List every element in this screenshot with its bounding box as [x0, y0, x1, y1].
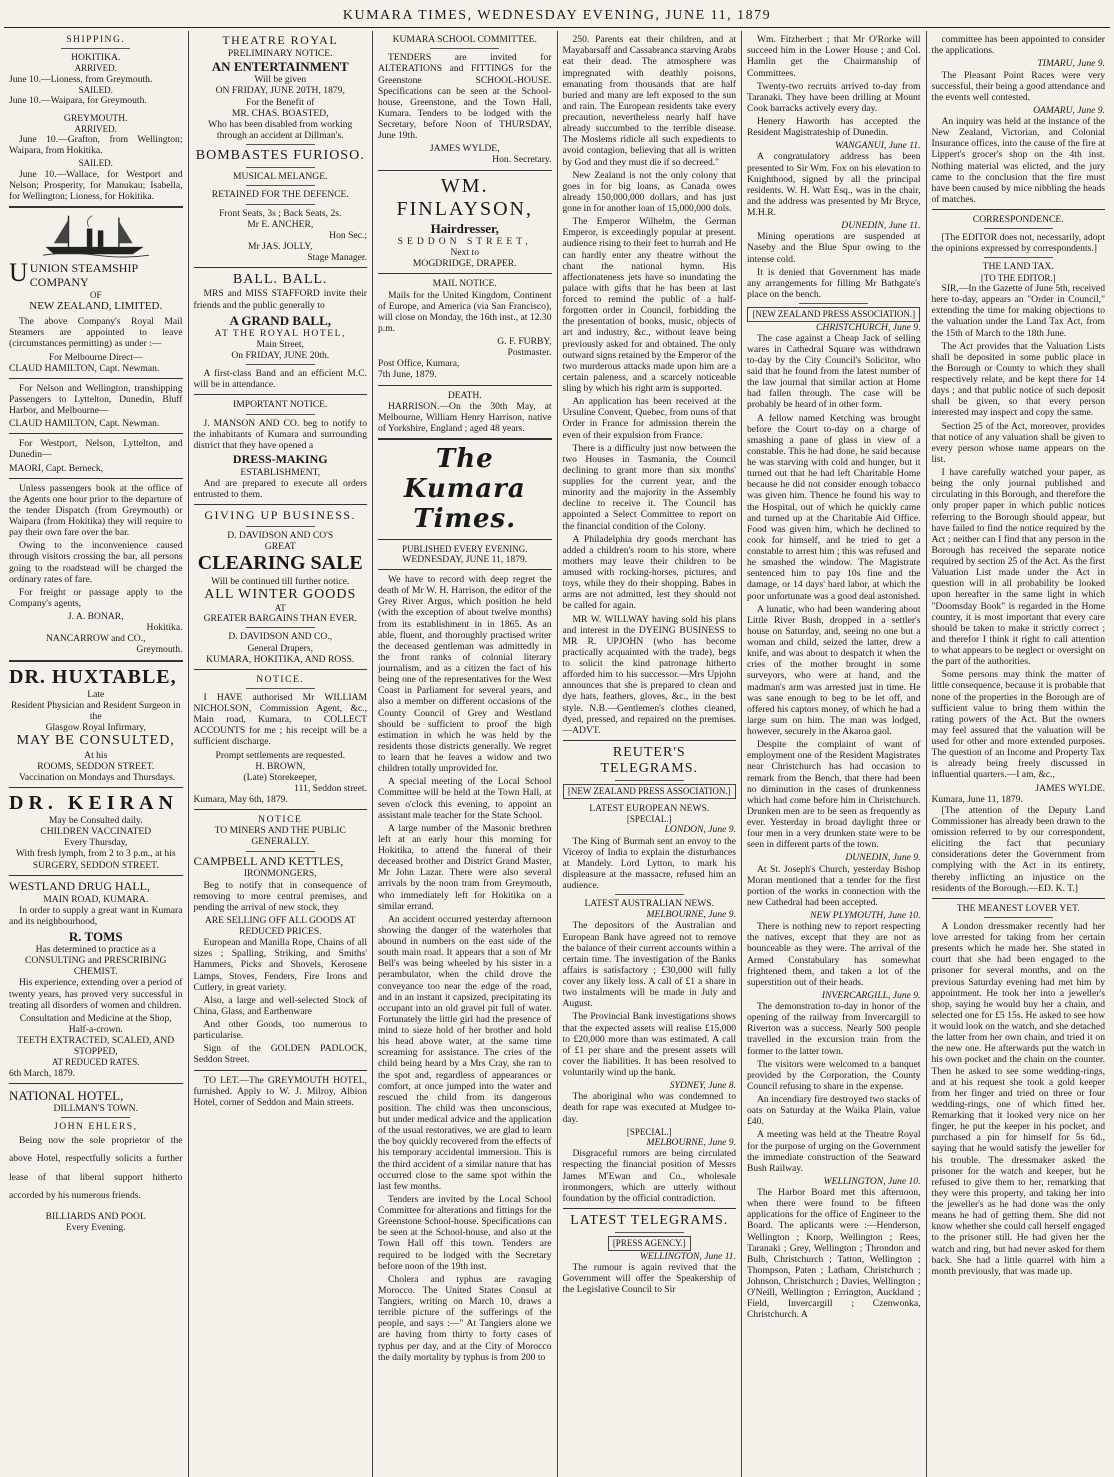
- sailed-label: SAILED.: [78, 85, 113, 96]
- kt-date: WEDNESDAY, JUNE 11, 1879.: [402, 553, 528, 565]
- london-p: The King of Burmah sent an envoy to the Viceroy of India to explain the disturbances at Mandely. Lord Lytton, to mark his displeasure at the massacre, refused him an audience.: [562, 835, 736, 892]
- ck-selling: ARE SELLING OFF ALL GOODS AT REDUCED PRICES.: [204, 914, 356, 938]
- wdh-p2: Has determined to practice as a: [35, 944, 156, 956]
- melbourne-p1: The depositors of the Australian and European Bank have agreed not to remove the balance of their current accounts within a certain time. The investigation of the Banks affairs is satisfactory ; £30,000 will fully cover any likely loss. A call of £1 a share in two instalments will be made in July and August.: [562, 920, 736, 1010]
- gub-p1: D. DAVIDSON AND CO'S: [227, 530, 334, 542]
- gub-drapers: General Drapers,: [247, 642, 314, 654]
- usc-hokitika: Hokitika.: [146, 622, 183, 634]
- oamaru-dateline: OAMARU, June 9.: [1033, 104, 1105, 116]
- kt-pub: PUBLISHED EVERY EVENING.: [402, 543, 528, 554]
- ball-title: BALL. BALL.: [232, 272, 328, 288]
- christchurch-p1: The case against a Cheap Jack of selling wares in Cathedral Square was withdrawn to-day by the City Council's Solicitor, who said that he found from the latest number of the law journal that similar action at Home had fallen through. The case will be probably be heard of in other form.: [747, 332, 921, 411]
- wellington-dateline: WELLINGTON, June 11.: [639, 1250, 736, 1262]
- arrived-label-2: ARRIVED.: [74, 123, 117, 134]
- notice-date: Kumara, May 6th, 1879.: [193, 794, 288, 806]
- ck-p3: Also, a large and well-selected Stock of China, Glass, and Earthenware: [193, 994, 367, 1017]
- gub-all: ALL WINTER GOODS: [204, 586, 357, 602]
- wdh-p1: In order to supply a great want in Kumara and its neighbourhood,: [9, 904, 183, 927]
- miners-title: NOTICE: [258, 814, 303, 826]
- national-hotel-title: NATIONAL HOTEL,: [9, 1087, 124, 1103]
- sydney-p: The aboriginal who was condemned to death for rape was executed at Mudgee to-day.: [562, 1091, 736, 1125]
- land-tax-p4: I have carefully watched your paper, as being the only journal published and circulating in this Borough, and therefore the only proper paper in which public notices referring to the Borough should appear, but have failed to find the notice required by the Act ; neither can I find that any person in the Borough has received the separate notice required by section 25 of the Act. As the first Valuation List made under the Act in question will in all probability be looked upon hereafter in the same light in which "Doomsday Book" is regarded in the Home country, it is most important that every care should be taken to make it strictly correct ; and therefor I think it right to call attention to what appears to be neglect or oversight on the part of the authorities.: [931, 467, 1105, 668]
- oamaru-p: An inquiry was held at the instance of the New Zealand, Victorian, and Colonial Insurance offices, into the cause of the fire at Lippert's grocer's shop on the 4th inst. Nothing material was elicted, and the jury came to the conclusion that the fire must have been caused by mice nibbling the heads of matches.: [931, 116, 1105, 205]
- usc-nelson: For Nelson and Wellington, transhipping Passengers to Lyttelton, Dunedin, Bluff Harbor, and Melbourne—: [9, 382, 183, 417]
- wanganui-p: A congratulatory address has been presented to Sir Wm. Fox on his elevation to Knighthood, signed by all the principal residents. W. H. Watt Esq., was in the chair, and the address was presented by Mr Bryce, M.H.R.: [747, 151, 921, 219]
- keiran-title: DR. KEIRAN: [9, 791, 178, 814]
- ck-p1: Beg to notify that in consequence of removing to more central premises, and pending the arrival of new stock, they: [193, 879, 367, 913]
- dunedin-dateline: DUNEDIN, June 11.: [841, 220, 921, 232]
- huxtable-vacc: Vaccination on Mondays and Thursdays.: [19, 771, 176, 783]
- col6-p1: committee has been appointed to consider the applications.: [931, 34, 1105, 57]
- reuters-title: REUTER'S TELEGRAMS.: [600, 744, 698, 777]
- wellington-dateline-2: WELLINGTON, June 10.: [823, 1175, 921, 1187]
- european-news-title: LATEST EUROPEAN NEWS.: [589, 802, 710, 814]
- dunedin-p1: Mining operations are suspended at Naseby and the Blue Spur owing to the intense cold.: [747, 231, 921, 265]
- gub-cont: Will be continued till further notice.: [211, 575, 350, 587]
- new-plymouth-p: There is nothing new to report respecting the natives, except that they are not as bounceable as they were. The arrival of the Armed Constabulary has somewhat frightened them, and taken a lot of the superstition out of their heads.: [747, 921, 921, 988]
- usc-melbourne: For Melbourne Direct—: [48, 351, 143, 363]
- invercargill-p3: An incendiary fire destroyed two stacks of oats on Saturday at the Waika Plain, value £40.: [747, 1094, 921, 1128]
- masthead: KUMARA TIMES, WEDNESDAY EVENING, JUNE 11, 1879: [4, 6, 1110, 28]
- greymouth-sailed: June 10.—Wallace, for Westport and Nelson; Prosperity, for Manukau; Isabella, for Wellington; Lioness, for Hokitika.: [9, 168, 183, 203]
- ck-p4: And other Goods, too numerous to particularise.: [193, 1019, 367, 1042]
- tr-stage: Stage Manager.: [307, 252, 367, 264]
- nh-p2: BILLIARDS AND POOL: [45, 1211, 146, 1223]
- invercargill-dateline: INVERCARGILL, June 9.: [821, 989, 921, 1001]
- tr-benefit: For the Benefit of: [246, 96, 315, 108]
- wf-next: Next to: [450, 247, 479, 259]
- huxtable-late: Late: [87, 688, 105, 700]
- usc-para-3: Owing to the inconvenience caused through visitors crossing the bar, all persons going to the roadstead will be charged the ordinary rates of fare.: [9, 540, 183, 585]
- dunedin2-p: At St. Joseph's Church, yesterday Bishop Moran mentioned that a tender for the first portion of the works in connection with the new Cathedral had been accepted.: [747, 863, 921, 908]
- dunedin-p2: It is denied that Government has made any arrangements for filling Mr Bathgate's place on the bench.: [747, 266, 921, 300]
- important-notice-title: IMPORTANT NOTICE.: [233, 399, 328, 411]
- land-tax-p3: Section 25 of the Act, moreover, provides that notice of any valuation shall be given to every person whose name appears on the list.: [931, 420, 1105, 465]
- column-3: [373, 31, 558, 1477]
- col5-p2: Twenty-two recruits arrived to-day from Taranaki. They have been drilling at Mount Cook barracks actively every day.: [747, 80, 921, 114]
- col5-p1: Wm. Fitzherbert ; that Mr O'Rorke will succeed him in the Lower House ; and Col. Hamlin get the Chairmanship of Committees.: [747, 34, 921, 79]
- christchurch-p3: A lunatic, who had been wandering about Little River Bush, dropped in a settler's house on Saturday, and, seeing no one but a woman and child, seized the latter, drew a knife, and was about to despatch it when the cries of the mother brought in some surveyors, who were at hand, and the madman's arm was arrested just in time. He was sane enough to beg to be let off, and offered his captors money, of which he had a large sum on him. The man was lodged, however, securely in the Akaroa gaol.: [747, 603, 921, 738]
- finlayson-title: WM. FINLAYSON,: [396, 174, 533, 220]
- usc-para-2: Unless passengers book at the office of the Agents one hour prior to the departure of the tender Dispatch (from Greymouth) or Waipara (from Hokitika) they will require to pay their own fare over the bar.: [9, 482, 183, 539]
- usc-claud-2: CLAUD HAMILTON, Capt. Newman.: [9, 418, 160, 430]
- land-tax-ed: [The attention of the Deputy Land Commissioner has already been drawn to the omission referred to by our correspondent, eliciting the fact that pecuniary considerations deter the Government from complying with the Act in its entirety, thereby inflicting an injustice on the residents of the Borough.—ED. K. T.]: [931, 804, 1105, 894]
- gub-towns: KUMARA, HOKITIKA, AND ROSS.: [206, 653, 355, 665]
- kumara-times-title: The Kumara Times.: [403, 444, 526, 535]
- school-committee-title: KUMARA SCHOOL COMMITTEE.: [392, 34, 537, 46]
- wdh-road: MAIN ROAD, KUMARA.: [43, 893, 149, 905]
- correspondence-title: CORRESPONDENCE.: [972, 214, 1064, 226]
- new-plymouth-dateline: NEW PLYMOUTH, June 10.: [810, 910, 921, 922]
- timaru-dateline: TIMARU, June 9.: [1037, 58, 1105, 70]
- usc-para-1: The above Company's Royal Mail Steamers are appointed to leave (circumstances permitting) as under :—: [9, 316, 183, 350]
- land-tax-to: [TO THE EDITOR.]: [980, 272, 1056, 283]
- col4-p5: There is a difficulty just now between the two Houses in Tasmania, the Council declining to grant more than six months' supplies for the current year, and the minority and the majority in the Assembly decline to receive it. The Council has appointed a Select Committee to report on the financial condition of the Colony.: [562, 442, 736, 532]
- land-tax-title: THE LAND TAX.: [982, 261, 1054, 273]
- wdh-date: 6th March, 1879.: [9, 1067, 76, 1079]
- death-p1: HARRISON.—On the 30th May, at Melbourne, William Henry Harrison, native of Yorkshire, England ; aged 48 years.: [378, 400, 552, 434]
- ball-grand: A GRAND BALL,: [229, 312, 331, 328]
- westland-drug-hall-title: WESTLAND DRUG HALL,: [9, 878, 150, 893]
- wdh-p7: AT REDUCED RATES.: [51, 1057, 140, 1068]
- mail-furby: G. F. FURBY,: [497, 336, 552, 348]
- melbourne-dateline-2: MELBOURNE, June 9.: [646, 1137, 736, 1149]
- latest-telegrams-title: LATEST TELEGRAMS.: [570, 1212, 729, 1228]
- land-tax-p1: SIR,—In the Gazette of June 5th, received here to-day, appears an "Order in Council," extending the time for making objections to the valuation under the Land Tax Act, from the 15th of March to the 18th June.: [931, 283, 1105, 339]
- corr-note: [The EDITOR does not, necessarily, adopt the opinions expressed by correspondents.]: [931, 232, 1105, 255]
- nh-p3: Every Evening.: [65, 1222, 126, 1234]
- imp-est: ESTABLISHMENT,: [240, 466, 321, 478]
- special-1: [SPECIAL.]: [626, 814, 672, 825]
- ksc-wylde: JAMES WYLDE,: [429, 143, 500, 155]
- christchurch-dateline: CHRISTCHURCH, June 9.: [816, 321, 921, 333]
- meanest-lover-title: THE MEANEST LOVER YET.: [956, 902, 1080, 914]
- keiran-p1: May be Consulted daily.: [48, 815, 143, 827]
- gub-clearing: CLEARING SALE: [197, 552, 363, 575]
- columns: [4, 31, 1110, 1477]
- gub-at: AT: [274, 602, 286, 613]
- land-tax-sign: JAMES WYLDE.: [1035, 782, 1105, 794]
- keiran-p2: CHILDREN VACCINATED: [40, 826, 152, 838]
- wanganui-dateline: WANGANUI, June 11.: [835, 140, 921, 152]
- col4-p6: A Philadelphia dry goods merchant has added a children's room to his store, where mothers may leave their children to be amused with rocking-horses, pictures, and toys, while they do their shopping. Babes in arms are not admitted, lest they should not be called for again.: [562, 533, 736, 612]
- imp-p2: And are prepared to execute all orders entrusted to them.: [193, 477, 367, 501]
- press-agency-label: [PRESS AGENCY.]: [608, 1236, 691, 1250]
- imp-dress: DRESS-MAKING: [232, 451, 328, 466]
- nzpa-label: [NEW ZEALAND PRESS ASSOCIATION.]: [563, 784, 736, 798]
- christchurch-p4: Despite the complaint of want of employment one of the Resident Magistrates near Christchurch has had occasion to remark from the Bench, that there had been no diminution in the cases of drunkenness which had come before him in Christchurch. Drunken men are to be seen as frequently as ever. Yesterday in broad daylight three or four men in a very drunken state were to be seen in different parts of the town.: [747, 739, 921, 851]
- ball-main: Main Street,: [256, 338, 304, 350]
- invercargill-p2: The visitors were welcomed to a banquet provided by the Corporation, the County Council refusing to share in the expense.: [747, 1058, 921, 1092]
- mail-post: Postmaster.: [507, 347, 552, 359]
- mail-p1: Mails for the United Kingdom, Continent of Europe, and America (via San Francisco), will close on Monday, the 16th inst., at 12.30 p.m.: [378, 289, 552, 334]
- notice-p2: Prompt settlements are requested.: [215, 749, 345, 761]
- usc-maori: MAORI, Capt. Berneck,: [9, 462, 104, 474]
- editorial-p4: An accident occurred yesterday afternoon showing the danger of the waterholes that abound in numbers on the east side of the south main road. It appears that a son of Mr Bell's was being wheeled by his sister in a perambulator, when the child drove the conveyance too near the edge of the road, and in an instant it capsized, precipitating its occupant into an old gravel pit full of water. Fortunately the little girl had the presence of mind to sieze hold of her brother and hold his head above water, at the same time screaming for assistance. The cries of the child being heard by a Mrs Cray, she ran to the spot and, regardless of appearances or comfort, at once jumped into the water and rescued the child from its dangerous position. The child was then unconscious, but under medical advice and the application of the usual restoratives, we are glad to learn the boy quickly recovered from the effects of his temporary accidental immersion. This is the third accident of a similar nature that has occurred close to the same spot within the last few months.: [378, 913, 552, 1192]
- tr-notice: PRELIMINARY NOTICE.: [227, 48, 333, 60]
- nzpa-label-2: [NEW ZEALAND PRESS ASSOCIATION.]: [747, 307, 920, 321]
- sydney-dateline: SYDNEY, June 8.: [669, 1080, 736, 1092]
- death-title: DEATH.: [447, 389, 482, 401]
- wf-hair: Hairdresser,: [430, 220, 499, 236]
- editorial-p5: Tenders are invited by the Local School Committee for alterations and fittings for the Greenstone School-house. Specifications can be seen at the School-house, and also at the Town Hall off this town. Tenders are required to be lodged with the Secretary before noon of the 19th inst.: [378, 1193, 552, 1272]
- tr-bombastes: BOMBASTES FURIOSO.: [195, 148, 365, 164]
- editorial-p1: We have to record with deep regret the death of Mr W. H. Harrison, the editor of the Grey River Argus, which position he held (with the exception of about twelve months) from its establishment in in 1865. As an able, fluent, and thoroughly practised writer the deceased gentleman was admittedly in the front ranks of colonial literary journalism, and as a citizen the fact of his being one of the representatives for the West Coast in Parliament for several years, and also a member on different occasions of the County Council of Grey and Westland should be sufficient to proof the high estimation in which he was held by the residents those districts generally. We regret to learn that he leaves a widow and two children totally unprovided for.: [378, 574, 552, 775]
- ball-p1: MRS and MISS STAFFORD invite their friends and the public generally to: [193, 288, 367, 311]
- nh-p1: Being now the sole proprietor of the above Hotel, respectfully solicits a further lease of that liberal support hitherto accorded by his numerous friends.: [9, 1135, 183, 1201]
- tr-retained: RETAINED FOR THE DEFENCE.: [211, 189, 349, 201]
- usc-of: OF: [89, 290, 102, 301]
- usc-bonar: J. A. BONAR,: [67, 611, 124, 623]
- tr-mr: MR. CHAS. BOASTED,: [231, 107, 329, 119]
- dunedin-dateline-2: DUNEDIN, June 9.: [845, 852, 921, 864]
- imp-p1: J. MANSON AND CO. beg to notify to the inhabitants of Kumara and surrounding district that they have opened a: [193, 417, 367, 451]
- nh-town: DILLMAN'S TOWN.: [53, 1102, 139, 1114]
- to-let: TO LET.—The GREYMOUTH HOTEL, furnished. Apply to W. J. Milroy, Albion Hotel, corner of Seddon and Main streets.: [193, 1074, 367, 1108]
- greymouth-heading: GREYMOUTH.: [63, 112, 128, 124]
- special-2: [SPECIAL.]: [626, 1126, 672, 1137]
- wdh-p5: Consultation and Medicine at the Shop, Half-a-crown.: [19, 1012, 172, 1035]
- melbourne-dateline-1: MELBOURNE, June 9.: [646, 909, 736, 921]
- campbell-kettles-title: CAMPBELL AND KETTLES,: [193, 853, 344, 868]
- ck-sign: Sign of the GOLDEN PADLOCK, Seddon Street.: [193, 1043, 367, 1066]
- wdh-toms: R. TOMS: [68, 929, 123, 944]
- tr-hon: Hon Sec.;: [329, 229, 367, 241]
- notice-store: (Late) Storekeeper,: [243, 771, 318, 783]
- hokitika-heading: HOKITIKA.: [71, 52, 121, 64]
- notice-p1: I HAVE authorised Mr WILLIAM NICHOLSON, Commission Agent, &c., Main road, Kumara, to COLLECT ACCOUNTS for me ; his receipt will be a sufficient discharge.: [193, 691, 367, 748]
- col4-p3: The Emperor Wilhelm, the German Emperor, is exceedingly popular at present. audience rising to their feet to hurrah and He can hardly enter any theatre without the chant the national hymn. His affectionateness jets have so inundating the palace with gifts that he has been at last forced to remind the public of a half-forgotten order in Council, forbidding the the presentation of books, music, objects of art and industry, &c., without leave being previously asked for and obtained. The only outward signs retained by the Emperor of the two murderous attacks made upon him are a certain paleness, and a scarcely noticeable sling by which his right arm is supported.: [562, 216, 736, 395]
- usc-para-4: For freight or passage apply to the Company's agents,: [9, 586, 183, 609]
- col4-p1: 250. Parents eat their children, and at Mayabarsaff and Cassabranca starving Arabs eat their dead. The atmosphere was impregnated with deathly poisons, emanating from thousands that are half buried and many are left exposed to the sun and rain. The European residents take every precaution, nevertheless nearly half have already succumbed to the terrible disease. The Moslems ridicle all such expedients to avoid contagion, believing that all is written by God and they must die if so decreed.": [562, 34, 736, 168]
- miners-sub: TO MINERS AND THE PUBLIC GENERALLY.: [214, 825, 346, 848]
- land-tax-p5: Some persons may think the matter of little consequence, because it is probable that none of the properties in the Borough are of sufficient value to bring them within the rating powers of the Act. But the owners may feel assured that the valuation will be used for other and more extended purposes. The question of an Income and Property Tax is already being freely discussed in influential quarters.—I am, &c.,: [931, 669, 1105, 781]
- editorial-p2: A special meeting of the Local School Committee will be held at the Town Hall, at seven o'clock this evening, to appoint an assistant male teacher for the State School.: [378, 776, 552, 821]
- giving-up-title: GIVING UP BUSINESS.: [204, 508, 357, 523]
- tr-ancher: Mr E. ANCHER,: [247, 218, 314, 230]
- nh-name: JOHN EHLERS,: [53, 1121, 138, 1133]
- keiran-p5: SURGERY, SEDDON STREET.: [32, 859, 159, 871]
- invercargill-p4: A meeting was held at the Theatre Royal for the purpose of urging on the Government the immediate construction of the Seaward Bush Railway.: [747, 1129, 921, 1174]
- gub-greater: GREATER BARGAINS THAN EVER.: [203, 613, 357, 625]
- keiran-p4: With fresh lymph, from 2 to 3 p.m., at his: [15, 848, 176, 860]
- hokitika-sailed: June 10.—Waipara, for Greymouth.: [9, 95, 147, 107]
- notice-addr: 111, Seddon street.: [294, 782, 367, 794]
- usc-nancarrow: NANCARROW and CO.,: [46, 633, 146, 645]
- column-1: [4, 31, 189, 1477]
- usc-nz: NEW ZEALAND, LIMITED.: [29, 300, 163, 313]
- theatre-royal-title: THEATRE ROYAL: [222, 33, 339, 48]
- col5-p3: Henery Haworth has accepted the Resident Magistrateship of Dunedin.: [747, 116, 921, 139]
- huxtable-p1: Resident Physician and Resident Surgeon in the: [10, 699, 181, 723]
- gub-great: GREAT: [264, 541, 296, 553]
- huxtable-rooms: ROOMS, SEDDON STREET.: [37, 760, 155, 772]
- tr-musical: MUSICAL MELANGE.: [232, 171, 328, 183]
- tr-jolly: Mr JAS. JOLLY,: [248, 240, 313, 252]
- tr-entertainment: AN ENTERTAINMENT: [211, 59, 349, 75]
- notice-brown: H. BROWN,: [255, 760, 306, 772]
- land-tax-date: Kumara, June 11, 1879.: [931, 793, 1023, 805]
- land-tax-p2: The Act provides that the Valuation Lists shall be deposited in some public place in the Borough or County to which they shall respectively relate, and be kept there for 14 days ; and that public notice of such deposit shall be given, so that every person interested may inspect and copy the same.: [931, 340, 1105, 419]
- col4-p4: An application has been received at the Ursuline Convent, Quebec, from nuns of that Order in France for admission therein the even of their expulsion from France.: [562, 396, 736, 441]
- ksc-sec: Hon. Secretary.: [492, 154, 552, 166]
- huxtable-title: DR. HUXTABLE,: [9, 665, 177, 688]
- keiran-p3: Every Thursday,: [64, 837, 128, 849]
- wdh-p4: His experience, extending over a period of twenty years, has proved very successful in treating all disorders of women and children.: [9, 977, 183, 1011]
- wellington2-p: The Harbor Board met this afternoon, when there were found to be fifteen applications for the office of Engineer to the Board. The aplicants were :—Henderson, Wellington ; Knorp, Wellington ; Rees, Taranaki ; Grey, Wellington ; Throndon and Bulb, Christchurch ; Tatton, Wellington ; Thompson, Paten ; Latham, Christchurch ; Johnson, Christchurch ; Davies, Wellington ; O'Neill, Wellington ; Errington, Auckland ; Field, Invercargill ; Czenwonka, Christchurch. A: [747, 1187, 921, 1321]
- union-steamship-title: UUNION STEAMSHIP COMPANY: [9, 258, 138, 290]
- shipping-title: SHIPPING.: [66, 34, 126, 46]
- editorial-p3: A large number of the Masonic brethren left at an early hour this morning for Hokitika, to attend the funeral of their deceased brother and District Grand Master, Mr John Lazar. There were also several arrivals by the noon tram from Greymouth, who immediately left for Hokitika on a similar errand.: [378, 822, 552, 912]
- hokitika-arrived: June 10.—Lioness, from Greymouth.: [9, 73, 153, 85]
- steamship-illustration: [41, 212, 151, 258]
- ck-p2: European and Manilla Rope, Chains of all sizes ; Spalling, Striking, and Smiths' Hammers, Picks and Shovels, Kerosene Lamps, Stoves, Fenders, Fire Irons and Cutlery, in great variety.: [193, 937, 367, 993]
- tr-seats: Front Seats, 3s ; Back Seats, 2s.: [219, 207, 342, 219]
- usc-greymouth: Greymouth.: [136, 644, 183, 656]
- col4-p7: MR W. WILLWAY having sold his plans and interest in the DYEING BUSINESS to MR R. UPJOHN (who has become practically acquainted with the trade), begs to solicit the kind patronage hitherto afforded him to his successor.—Mrs Upjohn announces that she is prepared to clean and dye hats, feathers, gloves, &c., in the best style. N.B.—Gentlemen's clothes cleaned, dyed, pressed, and repaired on the premises.—ADVT.: [562, 613, 736, 736]
- wf-street: SEDDON STREET,: [397, 236, 532, 248]
- wdh-p6: TEETH EXTRACTED, SCALED, AND STOPPED,: [17, 1035, 175, 1058]
- huxtable-p2: Glasgow Royal Infirmary,: [45, 722, 146, 734]
- notice-title: NOTICE.: [256, 673, 305, 685]
- huxtable-at: At his: [84, 749, 108, 761]
- meanest-lover-p: A London dressmaker recently had her love arrested for taking from her certain presents which he made her. She stated in court that she had been engaged to the prisoner for several months, and on the previous Saturday evening had met him by appointment. He took her into a jeweller's shop, saying he would buy her a chain, and selected one for £5 15s. He asked to see how it would look on the watch, and she detached the latter from her own chain, and tried it on the new one. He afterwards put the watch in his own pocket and the chain on the counter. Then he asked to see some wedding-rings, and at his request she took a gold keeper from her finger and tried on three or four wedding-rings, one of which fitted her. Remarking that it looked very nice on her finger, he put the keeper in his pocket, and purchased a pin for himself for 5s 6d., saying that he would satisfy the jeweller for his trouble. The dressmaker asked the prisoner for the watch and keeper, but he refused to give them to her, remarking that they were this property, and taking her into the jeweller's as he had done was the only means he had of getting them. She did not know whether she could call herself engaged to the prisoner still. He had given her the watch and ring, but had never asked for them back. She had a little quarrel with him a month previously, that was made up.: [931, 920, 1105, 1277]
- gub-davidson: D. DAVIDSON AND CO.,: [228, 631, 333, 643]
- wdh-p3: CONSULTING and PRESCRIBING CHEMIST.: [25, 955, 167, 978]
- australian-news-title: LATEST AUSTRALIAN NEWS.: [584, 898, 715, 910]
- ball-date: On FRIDAY, JUNE 20th.: [231, 350, 330, 362]
- column-4: [558, 31, 743, 1477]
- christchurch-p2: A fellow named Ketching was brought before the Court to-day on a charge of smashing a pane of glass in view of a constable. This he had done, he said because he was starving with cold and hunger, but it turned out that he had left Charitable Home because he did not consider enough tobacco was given him. Thence he found his way to the Hospital, out of which he quickly came and turned up at the Charitable Aid Office. Food was given him, which he declined to cook for himself, and he tried to get a constable to arrest him ; this was refused and he smashed the window. The Magistrate sentenced him to pay 10s fine and the damage, or 14 days' hard labor, at which the poor unfortunate was a good deal astonished.: [747, 412, 921, 602]
- wf-mog: MOGDRIDGE, DRAPER.: [412, 258, 517, 270]
- tr-date: ON FRIDAY, JUNE 20TH, 1879,: [215, 85, 345, 97]
- tr-who: Who has been disabled from working through an accident at Dillman's.: [208, 118, 353, 141]
- col4-p2: New Zealand is not the only colony that goes in for big loans, as Canada owes already 150,000,000 dollars, and has just gone in for another loan of 15,000,000 dols.: [562, 169, 736, 215]
- invercargill-p1: The demonstration to-day in honor of the opening of the railway from Invercargill to Riverton was a success. Nearly 500 people travelled in the excursion train from the former to the latter town.: [747, 1001, 921, 1057]
- column-6: [927, 31, 1111, 1477]
- editorial-p6: Cholera and typhus are ravaging Morocco. The United States Consul at Tangiers, writing on March 10, draws a terrible picture of the sufferings of the people, and says :—" At Tangiers alone we are having from thirty to forty cases of typhus per day, and at the City of Morocco the daily mortality by typhus is from 200 to: [378, 1273, 552, 1363]
- column-5: [742, 31, 927, 1477]
- mail-date: 7th June, 1879.: [378, 369, 437, 381]
- timaru-p: The Pleasant Point Races were very successful, their being a good attendance and the events well contested.: [931, 69, 1105, 103]
- ck-iron: IRONMONGERS,: [243, 868, 317, 880]
- mail-office: Post Office, Kumara,: [378, 358, 460, 370]
- usc-claud-1: CLAUD HAMILTON, Capt. Newman.: [9, 362, 160, 374]
- mail-notice-title: MAIL NOTICE.: [432, 278, 497, 290]
- huxtable-may: MAY BE CONSULTED,: [16, 733, 175, 749]
- ball-p2: A first-class Band and an efficient M.C. will be in attendance.: [193, 368, 367, 391]
- ball-at: AT THE ROYAL HOTEL,: [214, 327, 346, 339]
- london-dateline: LONDON, June 9.: [664, 824, 736, 836]
- wellington-p: The rumour is again revived that the Government will offer the Speakership of the Legislative Council to Sir: [562, 1261, 736, 1295]
- arrived-label: ARRIVED.: [74, 63, 117, 74]
- melbourne-p2: The Provincial Bank investigations shows that the expected assets will realise £15,000 to £20,000 more than was estimated. A call of £1 per share and the present assets will cover the liabilities. It has been resolved to voluntarily wind up the bank.: [562, 1011, 736, 1079]
- column-2: [189, 31, 374, 1477]
- ksc-p1: TENDERS are invited for ALTERATIONS and FITTINGS for the Greenstone SCHOOL-HOUSE. Specifications can be seen at the School-house, Greenstone, and the Town Hall, Kumara. Tenders to be lodged with the Secretary, before Noon of THURSDAY, June 19th.: [378, 52, 552, 142]
- sailed-label-2: SAILED.: [78, 158, 113, 169]
- usc-westport: For Westport, Nelson, Lyttelton, and Dunedin—: [9, 438, 183, 461]
- melbourne-p3: Disgraceful rumors are being circulated respecting the financial position of Messrs James M'Ewan and Co., wholesale ironmongers, which are utterly without foundation by the official contradiction.: [562, 1148, 736, 1204]
- greymouth-arrived: June 10.—Grafton, from Wellington; Waipara, from Hokitika.: [9, 134, 183, 157]
- tr-given: Will be given: [254, 74, 307, 86]
